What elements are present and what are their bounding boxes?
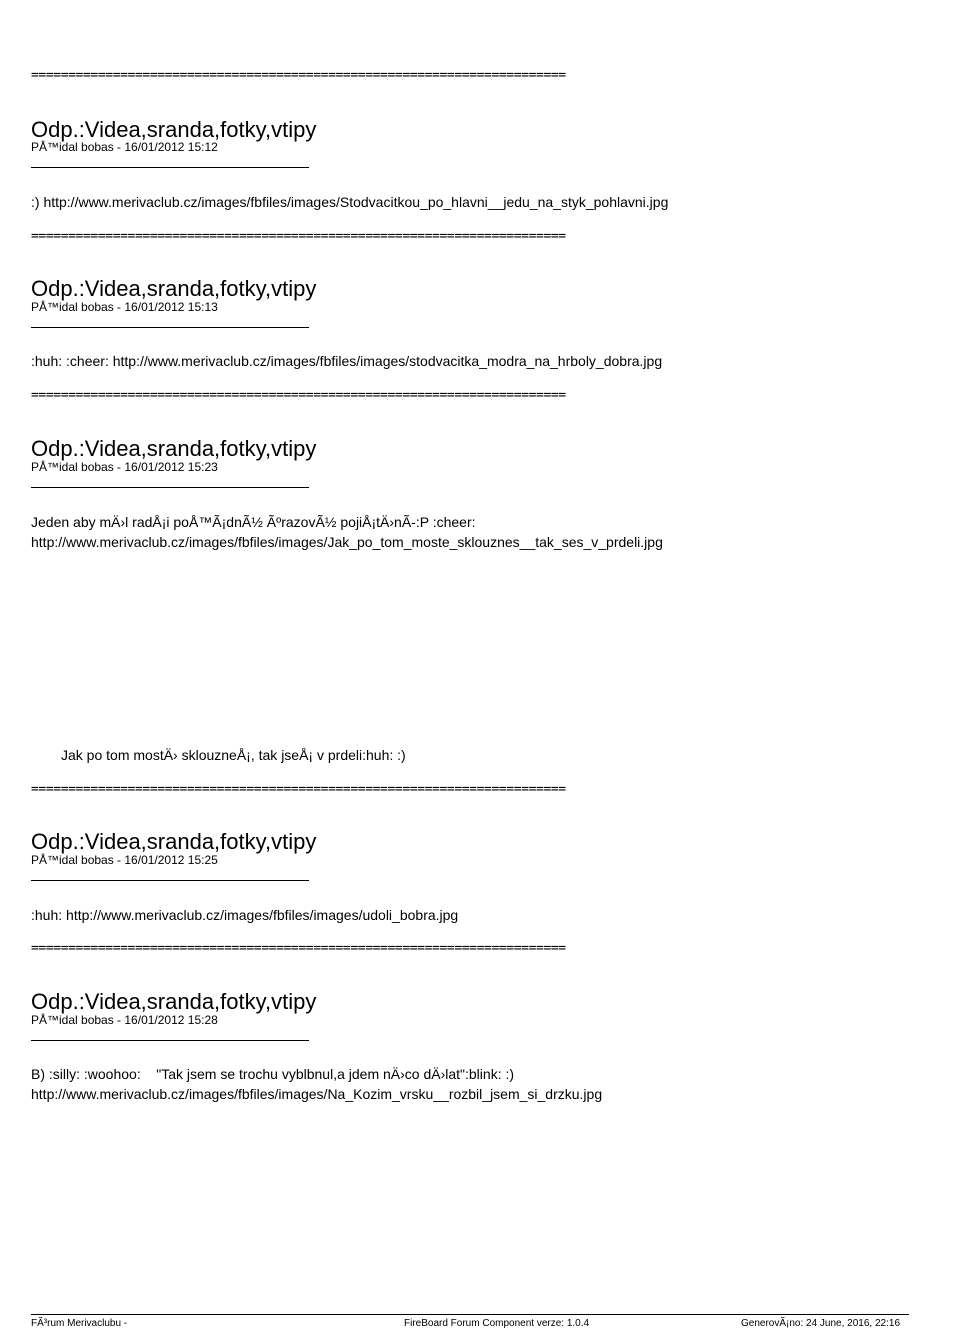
post-body-line: Jak po tom mostÄ› sklouzneÅ¡, tak jseÅ¡ v prdeli:huh: :) <box>61 747 406 763</box>
post-meta: PÅ™idal bobas - 16/01/2012 15:25 <box>31 853 218 867</box>
post-meta: PÅ™idal bobas - 16/01/2012 15:13 <box>31 300 218 314</box>
post-title: Odp.:Videa,sranda,fotky,vtipy <box>31 829 317 854</box>
post-title: Odp.:Videa,sranda,fotky,vtipy <box>31 436 317 461</box>
post-meta: PÅ™idal bobas - 16/01/2012 15:12 <box>31 140 218 154</box>
post-body-line: http://www.merivaclub.cz/images/fbfiles/images/Jak_po_tom_moste_sklouznes__tak_ses_v_prdeli.jpg <box>31 534 663 550</box>
divider <box>31 167 309 168</box>
separator: ======================================================================== <box>31 229 566 244</box>
post-title: Odp.:Videa,sranda,fotky,vtipy <box>31 117 317 142</box>
post-body-line: B) :silly: :woohoo: "Tak jsem se trochu vyblbnul,a jdem nÄ›co dÄ›lat":blink: :) <box>31 1066 515 1082</box>
footer-generated: GenerovÃ¡no: 24 June, 2016, 22:16 <box>741 1318 901 1329</box>
post-title: Odp.:Videa,sranda,fotky,vtipy <box>31 989 317 1014</box>
post-body-line: http://www.merivaclub.cz/images/fbfiles/images/Na_Kozim_vrsku__rozbil_jsem_si_drzku.jpg <box>31 1086 603 1102</box>
divider <box>31 487 309 488</box>
divider <box>31 1040 309 1041</box>
post-meta: PÅ™idal bobas - 16/01/2012 15:28 <box>31 1013 218 1027</box>
footer-component: FireBoard Forum Component verze: 1.0.4 <box>404 1318 590 1329</box>
post-meta: PÅ™idal bobas - 16/01/2012 15:23 <box>31 460 218 474</box>
post-title: Odp.:Videa,sranda,fotky,vtipy <box>31 276 317 301</box>
post-body-line: :huh: :cheer: http://www.merivaclub.cz/images/fbfiles/images/stodvacitka_modra_na_hrboly_dobra.jpg <box>31 353 663 369</box>
post-body-line: :) http://www.merivaclub.cz/images/fbfiles/images/Stodvacitkou_po_hlavni__jedu_na_styk_pohlavni.jpg <box>31 194 669 210</box>
footer-forum-name: FÃ³rum Merivaclubu - <box>31 1318 128 1329</box>
separator: ======================================================================== <box>31 388 566 403</box>
post-body-line: :huh: http://www.merivaclub.cz/images/fbfiles/images/udoli_bobra.jpg <box>31 907 459 923</box>
footer-divider <box>31 1314 909 1315</box>
post-body-line: Jeden aby mÄ›l radÅ¡i poÅ™Ã¡dnÃ½ ÃºrazovÃ½ pojiÅ¡tÄ›nÃ-:P :cheer: <box>31 514 476 530</box>
separator: ======================================================================== <box>31 941 566 956</box>
divider <box>31 880 309 881</box>
divider <box>31 327 309 328</box>
separator: ======================================================================== <box>31 68 566 83</box>
separator: ======================================================================== <box>31 782 566 797</box>
